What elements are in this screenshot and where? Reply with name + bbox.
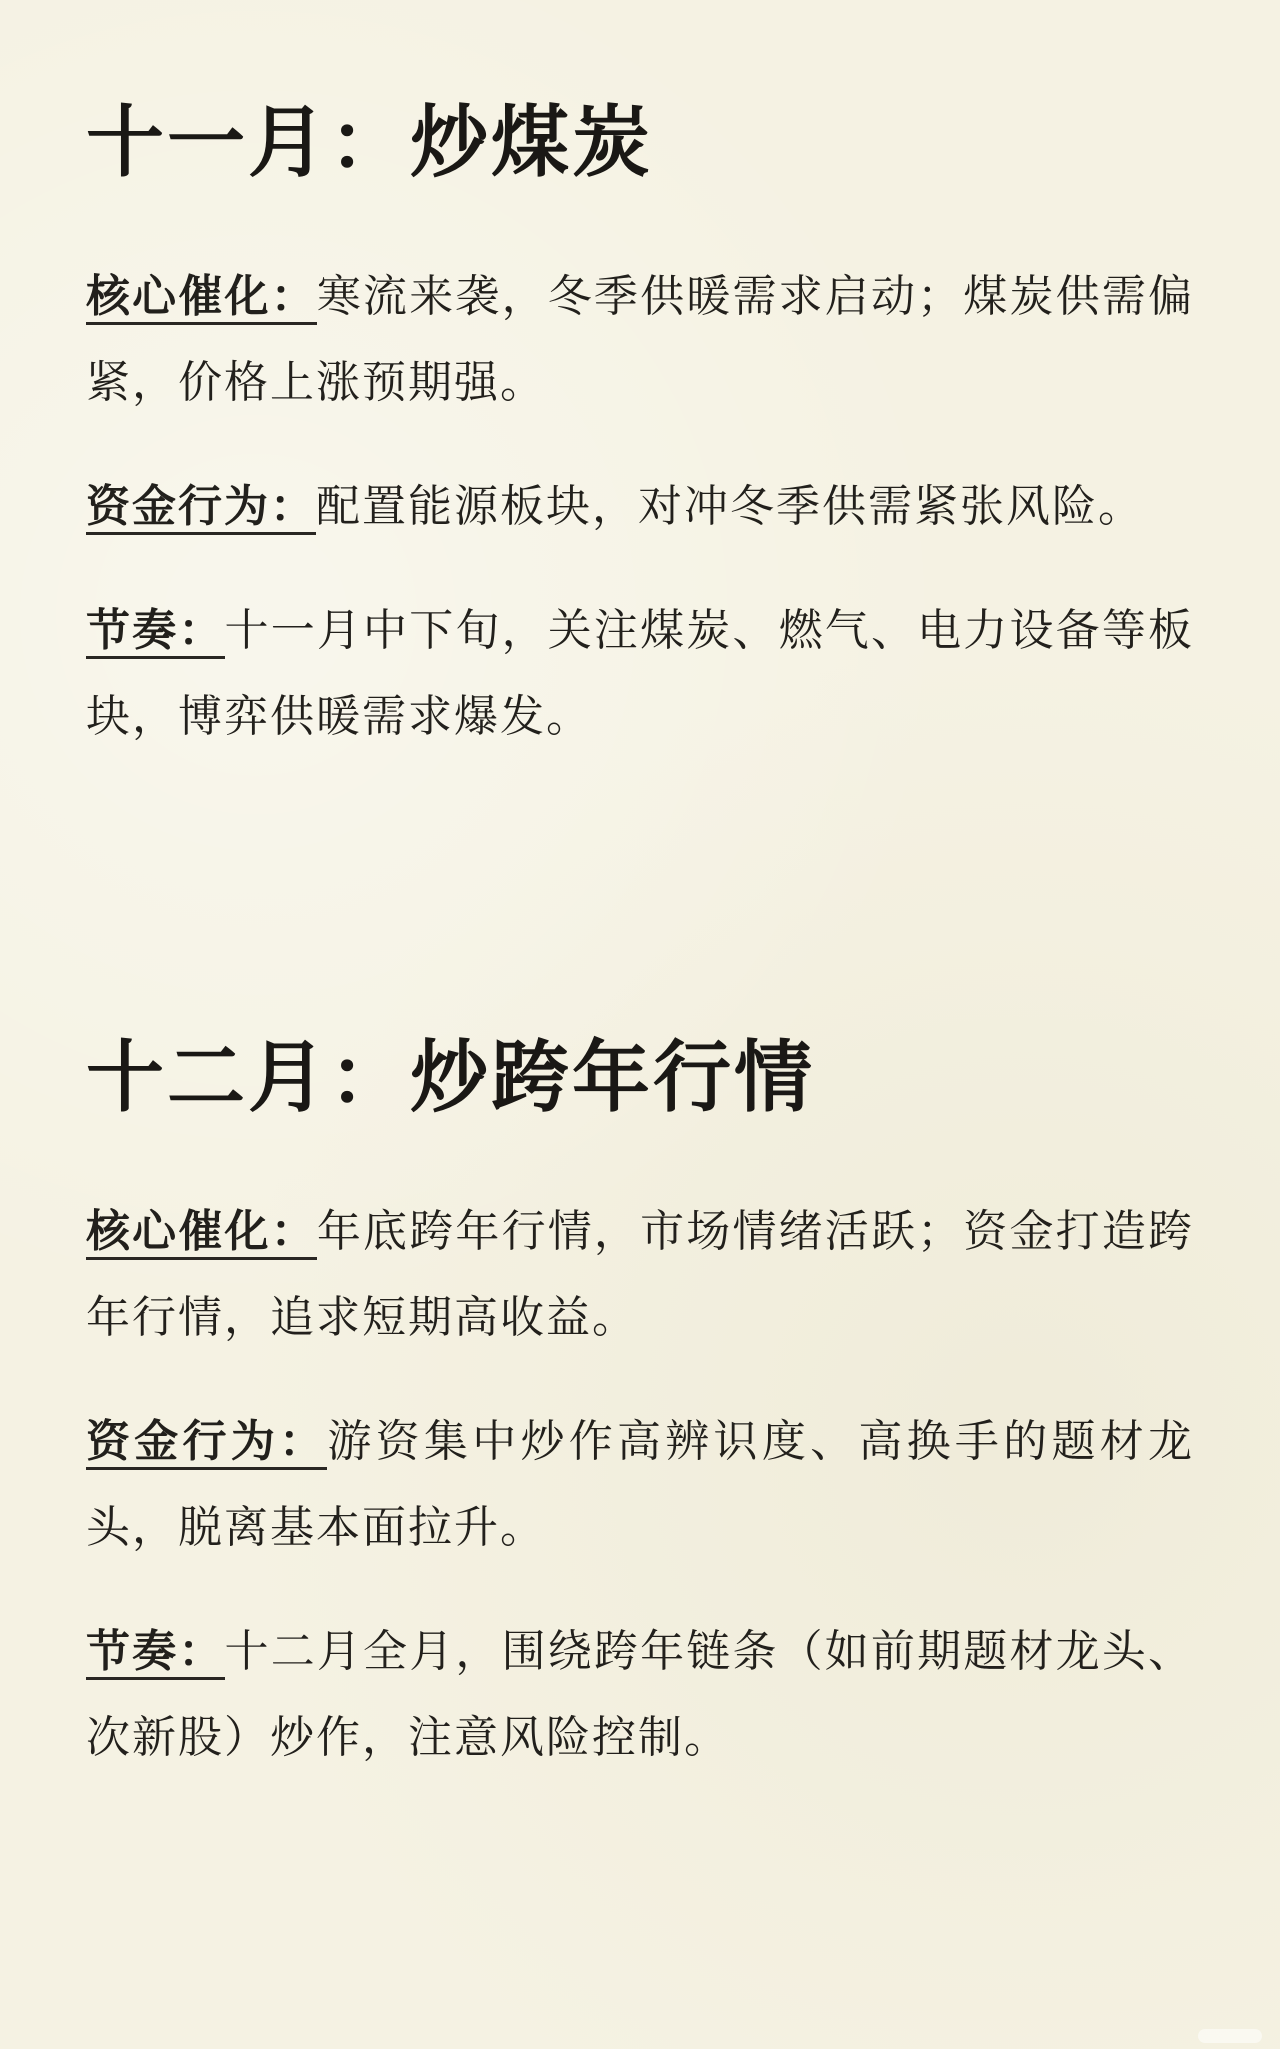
paragraph-rhythm xyxy=(86,1609,1194,1781)
paragraph-label: 节奏： xyxy=(86,605,225,659)
paragraph-text: 十一月中下旬，关注煤炭、燃气、电力设备等板块，博弈供暖需求爆发。 xyxy=(86,605,1195,742)
paragraph-label: 核心催化： xyxy=(86,1206,317,1260)
section-november xyxy=(86,88,1194,798)
paragraph-catalyst xyxy=(86,1189,1194,1361)
paragraph-label: 资金行为： xyxy=(86,481,316,535)
paragraph-capital-behavior xyxy=(86,464,1194,550)
paragraph-label: 节奏： xyxy=(86,1626,225,1680)
paragraph-label: 资金行为： xyxy=(86,1416,327,1470)
paragraph-text: 十二月全月，围绕跨年链条（如前期题材龙头、次新股）炒作，注意风险控制。 xyxy=(86,1626,1195,1763)
paragraph-capital-behavior xyxy=(86,1399,1194,1571)
paragraph-text: 游资集中炒作高辨识度、高换手的题材龙头，脱离基本面拉升。 xyxy=(86,1416,1195,1553)
watermark-badge xyxy=(1198,2029,1262,2043)
section-heading: 十一月：炒煤炭 xyxy=(86,97,654,188)
paragraph-text: 配置能源板块，对冲冬季供需紧张风险。 xyxy=(316,481,1144,532)
section-december xyxy=(86,1023,1194,1819)
paragraph-rhythm xyxy=(86,588,1194,760)
paragraph-text: 年底跨年行情，市场情绪活跃；资金打造跨年行情，追求短期高收益。 xyxy=(86,1206,1195,1343)
paragraph-catalyst xyxy=(86,254,1194,426)
section-heading: 十二月：炒跨年行情 xyxy=(86,1032,816,1123)
paragraph-text: 寒流来袭，冬季供暖需求启动；煤炭供需偏紧，价格上涨预期强。 xyxy=(86,271,1195,408)
paragraph-label: 核心催化： xyxy=(86,271,317,325)
